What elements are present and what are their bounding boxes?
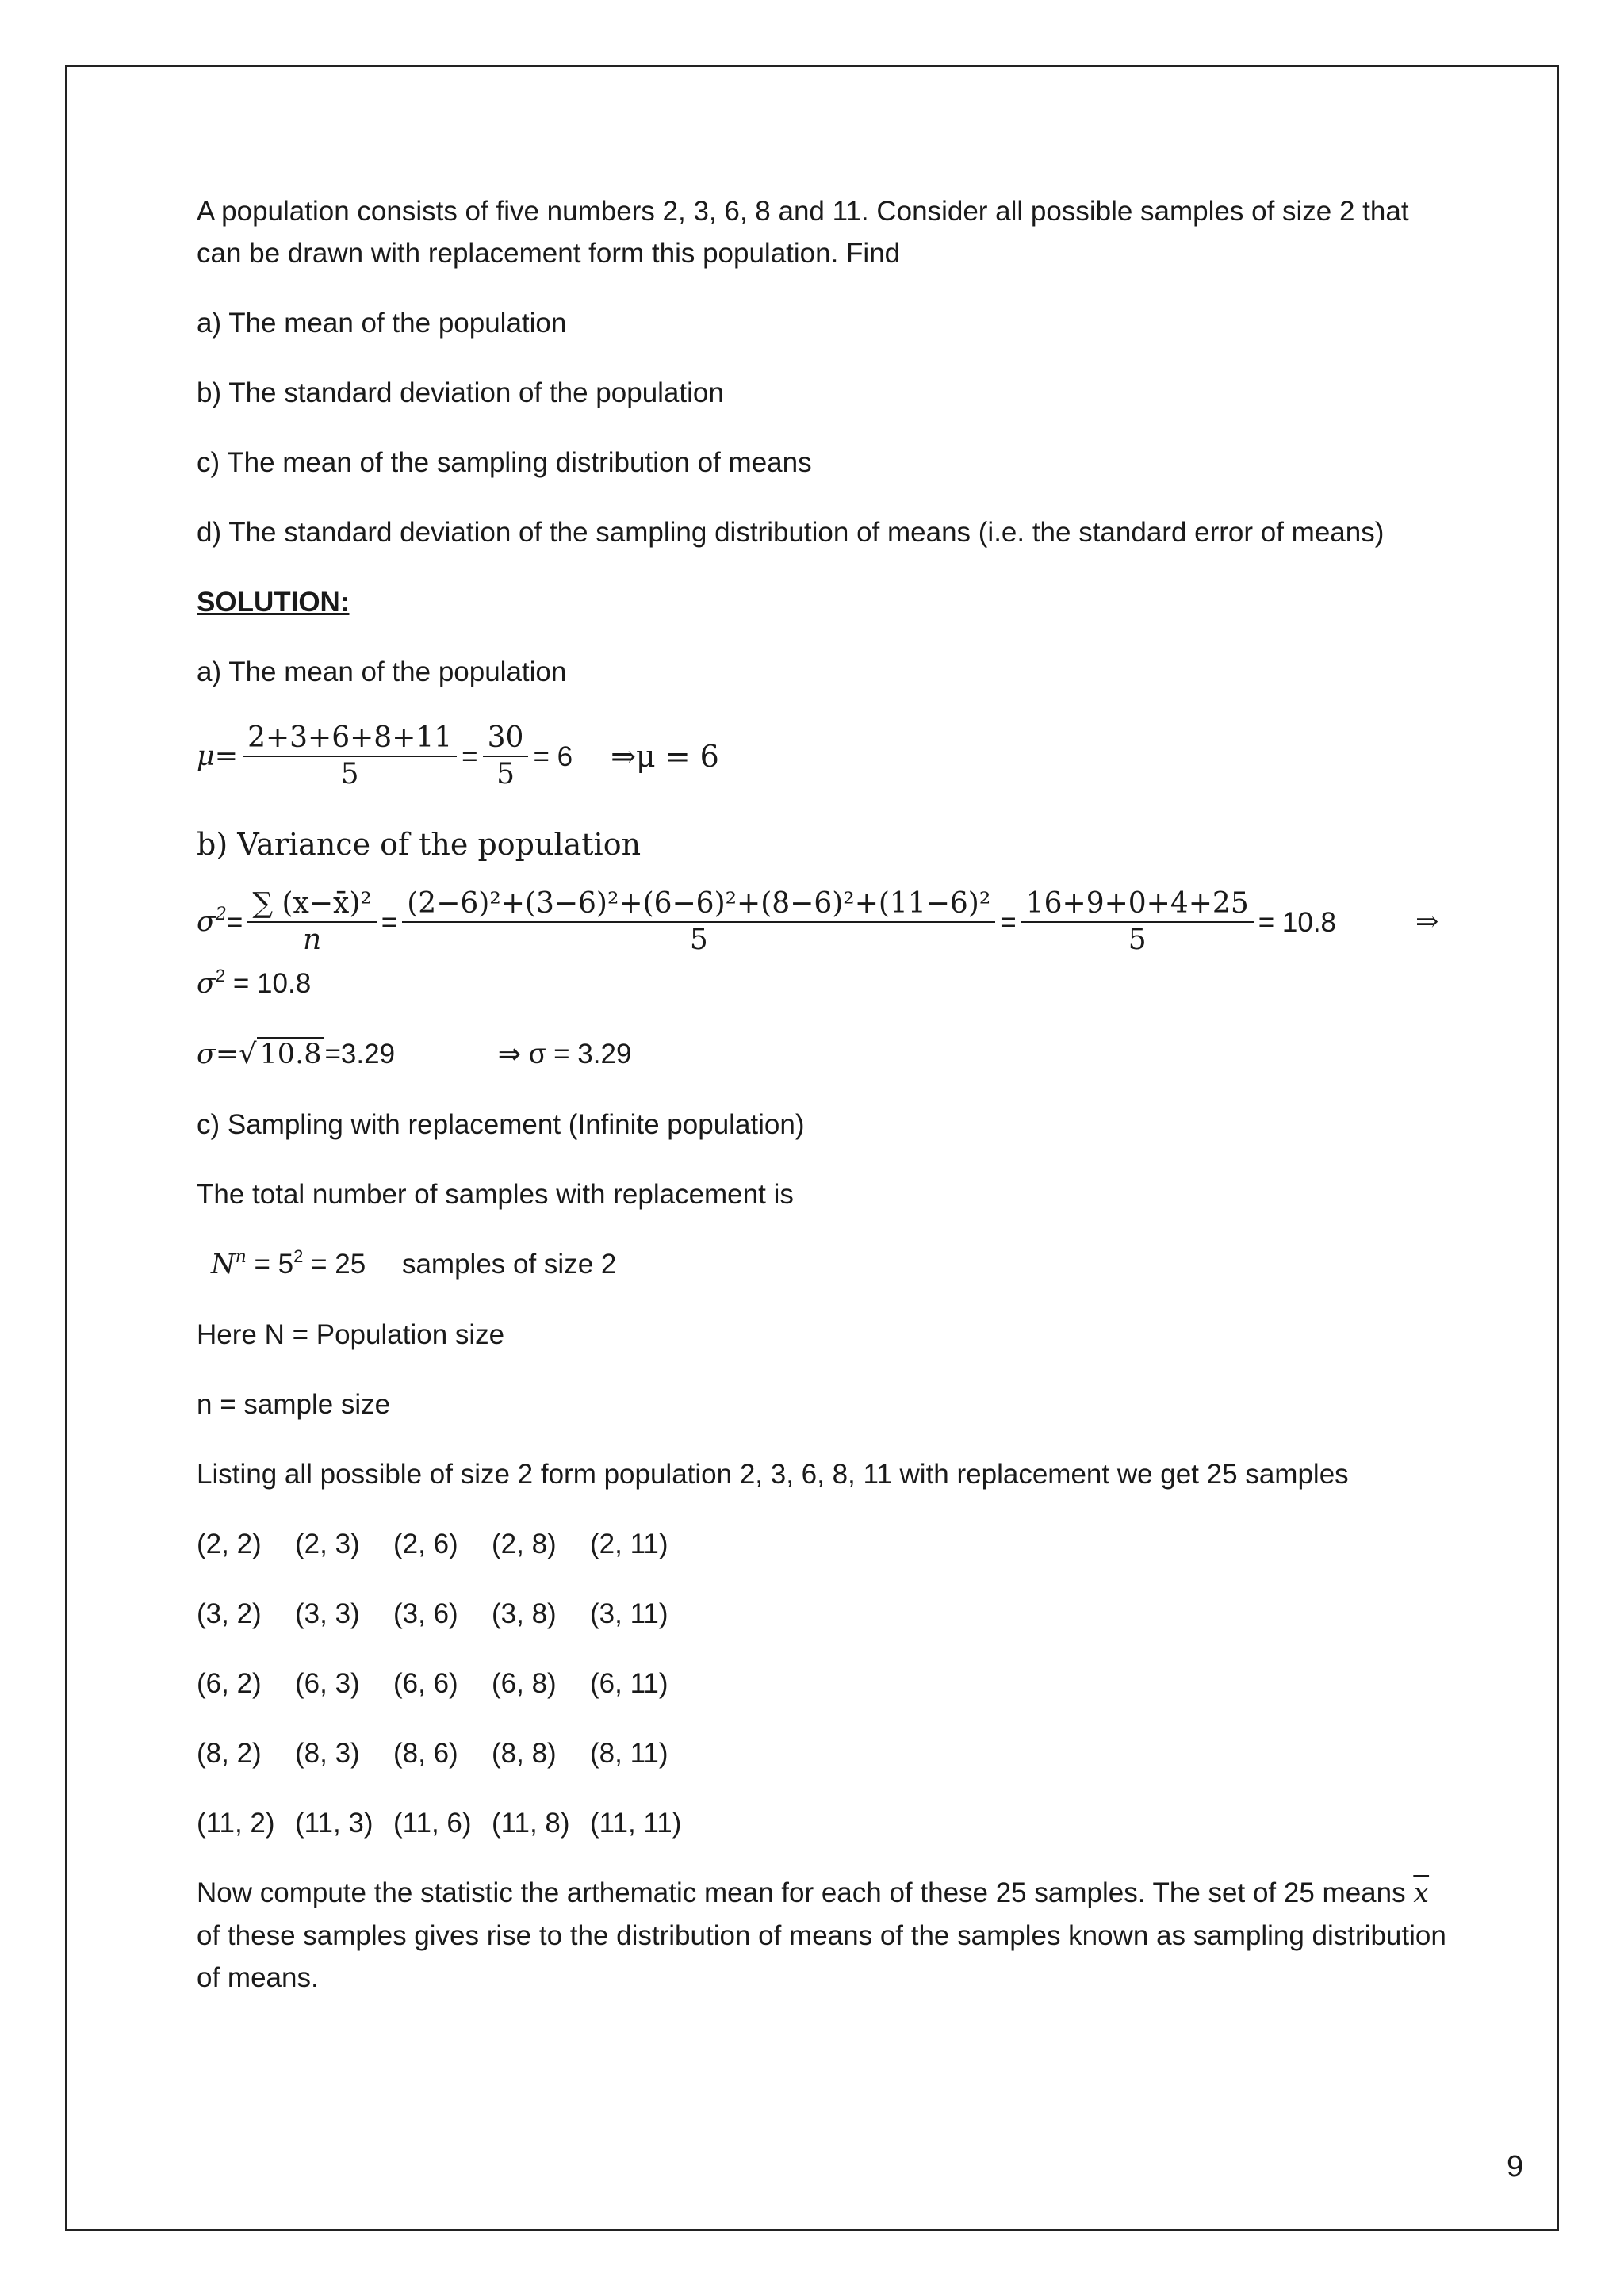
mean-lhs: μ= [197, 740, 239, 772]
solution-b-heading: b) Variance of the population [197, 827, 642, 862]
sample-pair: (8, 3) [295, 1738, 360, 1769]
variance-equation [197, 886, 1450, 958]
solution-a-heading: a) The mean of the population [197, 656, 567, 687]
problem-part-d: d) The standard deviation of the sampling distribution of means (i.e. the standard error of means) [197, 517, 1385, 548]
sample-pair: (6, 11) [590, 1668, 668, 1699]
sample-pair: (8, 8) [492, 1738, 557, 1769]
sd-rest: =3.29 [324, 1039, 396, 1070]
sample-pair: (8, 6) [393, 1738, 458, 1769]
sample-pair: (2, 11) [590, 1529, 668, 1559]
variance-lhs: $\sigma^2$ [197, 904, 227, 938]
samples-row [197, 1732, 1450, 1774]
variance-implies: ⇒ [1415, 905, 1439, 938]
variance-fraction-3 [1021, 886, 1254, 958]
total-samples-text: The total number of samples with replacement is [197, 1179, 794, 1210]
variance-num-3: 16+9+0+4+25 [1021, 886, 1254, 923]
mean-eq-1: = [462, 740, 478, 772]
sd-lhs: σ=√ [197, 1039, 257, 1070]
samples-row [197, 1523, 1450, 1565]
problem-intro: A population consists of five numbers 2, 3, 6, 8 and 11. Consider all possible samples of size 2 that can be drawn with replacement form this population. Find [197, 196, 1409, 269]
sample-pair: (8, 11) [590, 1738, 668, 1769]
mean-result: = 6 [533, 740, 573, 772]
mean-num-2: 30 [483, 721, 529, 757]
sample-size-def: n = sample size [197, 1389, 391, 1420]
solution-heading: SOLUTION: [197, 587, 350, 618]
variance-fraction-2 [402, 886, 995, 958]
variance-den-3: 5 [1128, 924, 1147, 956]
page-number: 9 [1507, 2150, 1524, 2183]
sample-pair: (11, 2) [197, 1808, 275, 1839]
sample-pair: (6, 2) [197, 1668, 262, 1699]
problem-part-b: b) The standard deviation of the population [197, 377, 724, 408]
population-size-def: Here N = Population size [197, 1319, 505, 1350]
mean-num-1: 2+3+6+8+11 [243, 721, 457, 757]
sample-pair: (6, 8) [492, 1668, 557, 1699]
sample-pair: (3, 8) [492, 1598, 557, 1629]
samples-grid [197, 1523, 1450, 1844]
sample-pair: (3, 6) [393, 1598, 458, 1629]
sample-pair: (6, 6) [393, 1668, 458, 1699]
closing-paragraph: Now compute the statistic the arthematic mean for each of these 25 samples. The set of 25 means $\overline{x}$ of these samples gives rise to the distribution of means of the samples known as sampling distribution of means. [197, 1877, 1446, 1993]
sample-pair: (2, 8) [492, 1529, 557, 1559]
sample-pair: (6, 3) [295, 1668, 360, 1699]
mean-den-2: 5 [496, 758, 515, 790]
mean-fraction-2 [483, 721, 529, 792]
sample-pair: (2, 2) [197, 1529, 262, 1559]
variance-num-2: (2−6)²+(3−6)²+(6−6)²+(8−6)²+(11−6)² [402, 886, 995, 923]
sample-pair: (11, 8) [492, 1808, 570, 1839]
xbar-symbol: $\overline{x}$ [1413, 1877, 1430, 1909]
variance-result-line: $\sigma^2 = 10.8$ [197, 966, 312, 1000]
sd-implies: ⇒ σ = 3.29 [497, 1039, 632, 1070]
mean-fraction-1 [243, 721, 457, 792]
sample-pair: (3, 2) [197, 1598, 262, 1629]
sample-pair: (2, 6) [393, 1529, 458, 1559]
sample-pair: (2, 3) [295, 1529, 360, 1559]
samples-row [197, 1802, 1450, 1844]
sample-pair: (8, 2) [197, 1738, 262, 1769]
variance-fraction-1 [247, 886, 376, 958]
sample-pair: (3, 11) [590, 1598, 668, 1629]
samples-row [197, 1593, 1450, 1635]
sample-pair: (3, 3) [295, 1598, 360, 1629]
sample-pair: (11, 6) [393, 1808, 472, 1839]
sample-pair: (11, 11) [590, 1808, 682, 1839]
sd-equation [197, 1033, 1450, 1076]
listing-text: Listing all possible of size 2 form population 2, 3, 6, 8, 11 with replacement we get 25 samples [197, 1459, 1349, 1490]
sample-pair: (11, 3) [295, 1808, 373, 1839]
document-body [197, 190, 1450, 2026]
variance-den-2: 5 [689, 924, 708, 956]
samples-row [197, 1663, 1450, 1705]
variance-result: = 10.8 [1258, 906, 1337, 938]
samples-equation: $N^n = 5^2 = 25$ samples of size 2 [211, 1246, 617, 1280]
problem-part-a: a) The mean of the population [197, 308, 567, 339]
mean-equation [197, 721, 1450, 792]
problem-part-c: c) The mean of the sampling distribution of means [197, 447, 812, 478]
solution-c-heading: c) Sampling with replacement (Infinite population) [197, 1109, 805, 1140]
variance-num-1: ∑ (x−x̄)² [247, 886, 376, 923]
mean-den-1: 5 [340, 758, 359, 790]
variance-eq-2: = [1000, 906, 1017, 938]
variance-eq-0: = [226, 906, 243, 938]
sqrt-icon: 10.8 [257, 1037, 325, 1070]
mean-implies: ⇒μ = 6 [611, 738, 719, 774]
variance-eq-1: = [381, 906, 398, 938]
variance-den-1: n [302, 924, 322, 956]
